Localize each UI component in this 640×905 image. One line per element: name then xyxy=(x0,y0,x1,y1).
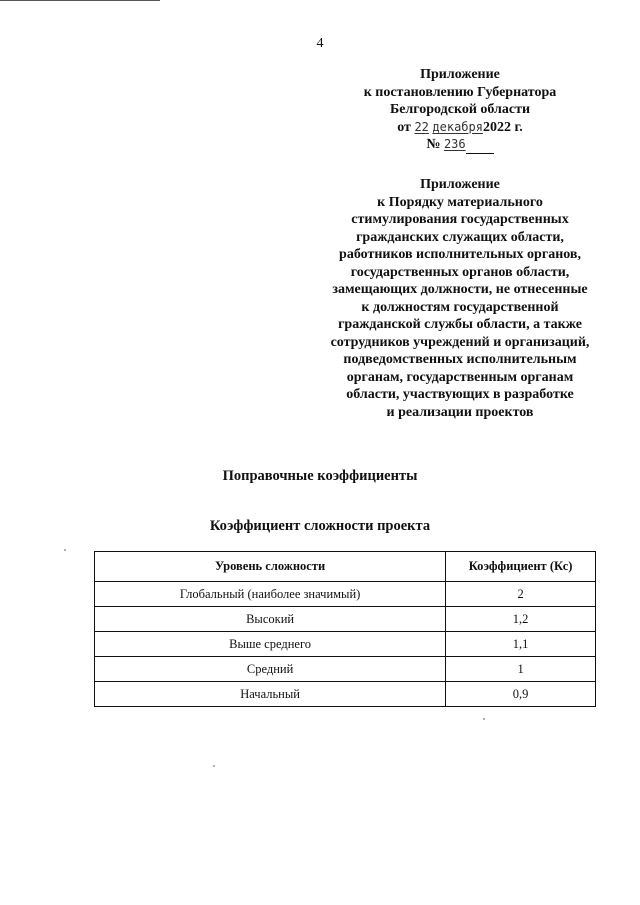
appendix-line: государственных органов области, xyxy=(350,264,570,280)
appendix-line: сотрудников учреждений и организаций, xyxy=(330,334,590,350)
appendix-order-header xyxy=(310,176,610,421)
coefficient-cell: 1 xyxy=(446,657,596,682)
level-cell: Глобальный (наиболее значимый) xyxy=(95,582,446,607)
level-cell: Начальный xyxy=(95,682,446,707)
appendix-decree-header xyxy=(330,66,590,154)
appendix-line: работников исполнительных органов, xyxy=(339,247,581,262)
complexity-coefficient-table xyxy=(94,551,596,707)
table-row xyxy=(95,582,596,607)
appendix-line: гражданских служащих области, xyxy=(356,229,564,245)
appendix-line: гражданской службы области, а также xyxy=(338,317,582,332)
column-header-level: Уровень сложности xyxy=(95,552,446,582)
section-title: Поправочные коэффициенты xyxy=(222,468,418,484)
scan-speck xyxy=(213,765,215,767)
appendix-line: и реализации проектов xyxy=(386,404,534,420)
number-value: 236 xyxy=(443,137,466,151)
table-row xyxy=(95,682,596,707)
appendix-title: Приложение xyxy=(420,177,500,192)
appendix-line: области, участвующих в разработке xyxy=(346,387,574,402)
appendix-line: к постановлению Губернатора xyxy=(363,84,557,100)
date-prefix: от xyxy=(397,119,411,135)
number-underline xyxy=(466,153,494,154)
appendix-line: органам, государственным органам xyxy=(346,369,574,385)
appendix-line: к должностям государственной xyxy=(361,299,559,315)
scan-edge-line xyxy=(0,0,160,1)
appendix-line: замещающих должности, не отнесенные xyxy=(332,282,588,297)
level-cell: Высокий xyxy=(95,607,446,632)
appendix-title: Приложение xyxy=(420,67,500,82)
table-title: Коэффициент сложности проекта xyxy=(209,518,431,534)
appendix-line: Белгородской области xyxy=(389,102,531,117)
table-row xyxy=(95,657,596,682)
appendix-line: к Порядку материального xyxy=(377,194,543,210)
table-header-row xyxy=(95,552,596,582)
table-row xyxy=(95,632,596,657)
coefficient-cell: 2 xyxy=(446,582,596,607)
appendix-line: подведомственных исполнительным xyxy=(343,352,577,367)
date-day: 22 xyxy=(414,119,429,134)
scan-speck xyxy=(483,718,485,720)
decree-number xyxy=(330,136,590,154)
scan-speck xyxy=(64,549,66,551)
date-year: 2022 г. xyxy=(482,119,523,135)
decree-date xyxy=(330,119,590,137)
coefficient-cell: 1,2 xyxy=(446,607,596,632)
page-number: 4 xyxy=(316,36,324,51)
date-month: декабря xyxy=(432,119,483,134)
column-header-coefficient: Коэффициент (Кс) xyxy=(446,552,596,582)
level-cell: Средний xyxy=(95,657,446,682)
number-prefix: № xyxy=(426,137,441,152)
coefficient-cell: 0,9 xyxy=(446,682,596,707)
coefficient-cell: 1,1 xyxy=(446,632,596,657)
level-cell: Выше среднего xyxy=(95,632,446,657)
appendix-line: стимулирования государственных xyxy=(351,212,569,227)
table-row xyxy=(95,607,596,632)
